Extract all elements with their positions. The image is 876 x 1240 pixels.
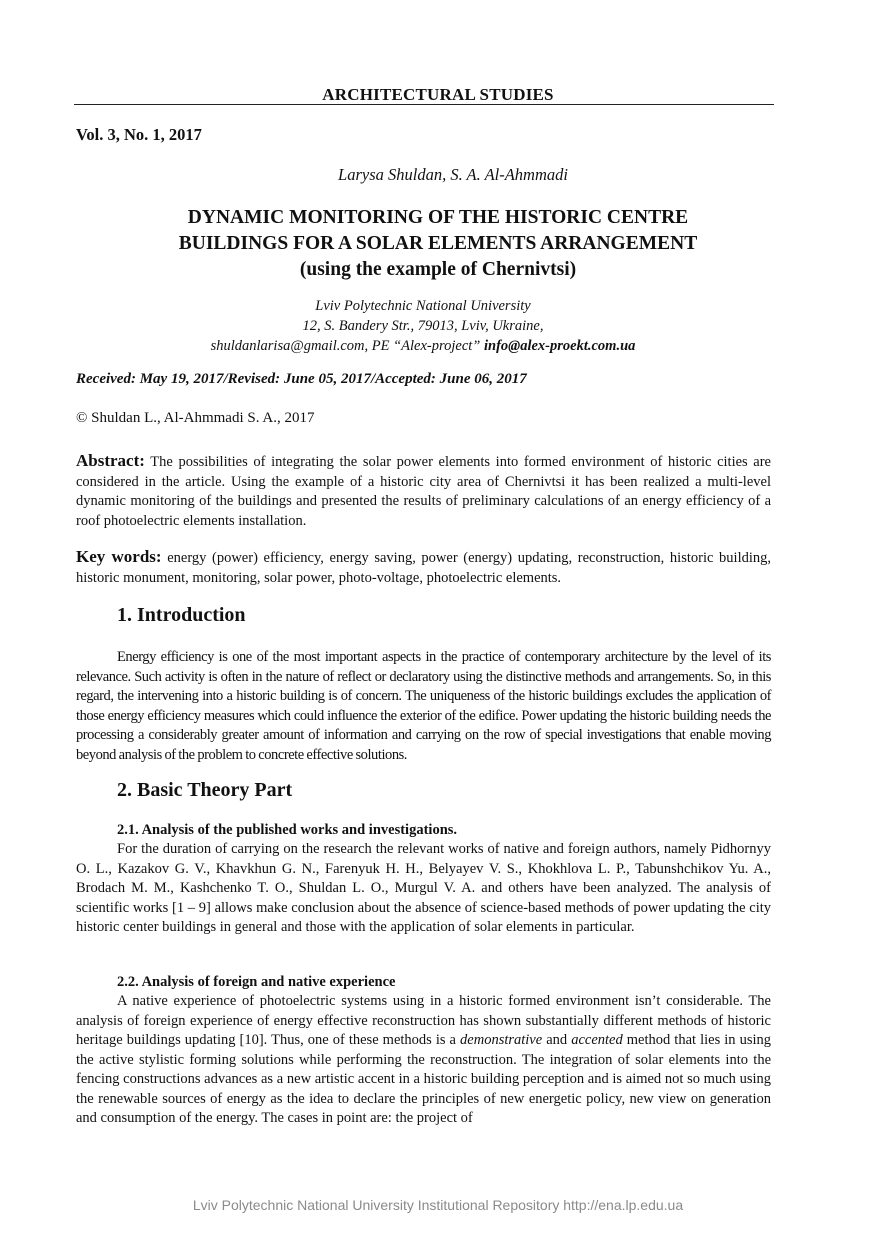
subsection-2-2-text — [76, 992, 771, 1129]
affiliation — [80, 296, 766, 356]
keywords — [76, 547, 771, 588]
keywords-text: energy (power) efficiency, energy saving, power (energy) updating, reconstruction, historic building, historic monument, monitoring, solar power, photo-voltage, photoelectric elements. — [76, 550, 772, 586]
section-1-text: Energy efficiency is one of the most important aspects in the practice of contemporary architecture by the level of its relevance. Such activity is often in the nature of reflect or declaratory using the distinctive methods and arrangements. So, in this regard, the intervening into a historic building is of concern. The uniqueness of the historic buildings excludes the application of those energy efficiency measures which could influence the exterior of the edifice. Power updating the historic building needs the processing a considerably greater amount of information and carrying on the row of special investigations that enable moving beyond analysis of the problem to concrete effective solutions. — [76, 649, 771, 763]
repository-footer: Lviv Polytechnic National University Institutional Repository http://ena.lp.edu.ua — [192, 1197, 684, 1213]
affiliation-emails — [80, 336, 766, 356]
copyright: © Shuldan L., Al-Ahmmadi S. A., 2017 — [76, 410, 315, 426]
abstract-text: The possibilities of integrating the solar power elements into formed environment of historic cities are considered in the article. Using the example of a historic city area of Chernivtsi it has been realized a multi-level dynamic monitoring of the buildings and presented the results of preliminary calculations of an energy efficiency of a roof photoelectric elements installation. — [76, 454, 771, 529]
affiliation-address: 12, S. Bandery Str., 79013, Lviv, Ukraine, — [302, 318, 544, 334]
article-title — [100, 205, 776, 283]
volume-info: Vol. 3, No. 1, 2017 — [76, 125, 202, 144]
subsection-2-2-heading: 2.2. Analysis of foreign and native experience — [117, 974, 396, 990]
subsection-2-1-text: For the duration of carrying on the research the relevant works of native and foreign authors, namely Pidhornyy O. L., Kazakov G. V., Khavkhun G. N., Farenyuk H. H., Belyayev V. S., Khokhlova L. P., Tabunshchikov Yu. A., Brodach M. M., Kashchenko T. O., Shuldan L. O., Murgul V. A. and others have been analyzed. The analysis of scientific works [1 – 9] allows make conclusion about the absence of science-based methods of power updating the city historic center buildings in general and those with the application of solar elements in particular. — [76, 841, 771, 935]
subsection-2-1-heading: 2.1. Analysis of the published works and investigations. — [117, 822, 458, 838]
title-line-3: (using the example of Chernivtsi) — [299, 259, 577, 280]
section-2-heading: 2. Basic Theory Part — [117, 779, 293, 801]
abstract — [76, 451, 771, 531]
title-line-2: BUILDINGS FOR A SOLAR ELEMENTS ARRANGEMENT — [178, 233, 698, 254]
abstract-label: Abstract: — [76, 451, 145, 470]
header-rule — [74, 104, 774, 105]
subsection-2-2-text-b: and — [542, 1032, 572, 1048]
authors: Larysa Shuldan, S. A. Al-Ahmmadi — [338, 165, 568, 184]
term-demonstrative: demonstrative — [460, 1032, 543, 1048]
title-line-1: DYNAMIC MONITORING OF THE HISTORIC CENTRE — [187, 207, 689, 228]
affiliation-email-link[interactable]: info@alex-proekt.com.ua — [483, 338, 636, 354]
affiliation-email-prefix: shuldanlarisa@gmail.com, PE “Alex-project” — [210, 338, 484, 354]
subsection-2-2-text-c: method that lies in using the active stylistic forming solutions while performing the reconstruction. The integration of solar elements into the fencing constructions advances as a new artistic accent in a historic building perception and is aimed not so much using the renewable sources of energy as the idea to declare the principles of new energetic policy, new view on generation and consumption of the energy. The cases in point are: the project of — [76, 1032, 771, 1126]
affiliation-university: Lviv Polytechnic National University — [315, 298, 531, 314]
subsection-2-2-text-a: A native experience of photoelectric systems using in a historic formed environment isn’t considerable. The analysis of foreign experience of energy effective reconstruction has shown substantially different methods of historic heritage buildings updating [10]. Thus, one of these methods is a — [76, 993, 771, 1048]
article-dates: Received: May 19, 2017/Revised: June 05, 2017/Accepted: June 06, 2017 — [76, 371, 527, 387]
keywords-label: Key words: — [76, 547, 162, 566]
journal-name: ARCHITECTURAL STUDIES — [322, 85, 554, 104]
section-1-heading: 1. Introduction — [117, 604, 246, 626]
term-accented: accented — [571, 1032, 623, 1048]
